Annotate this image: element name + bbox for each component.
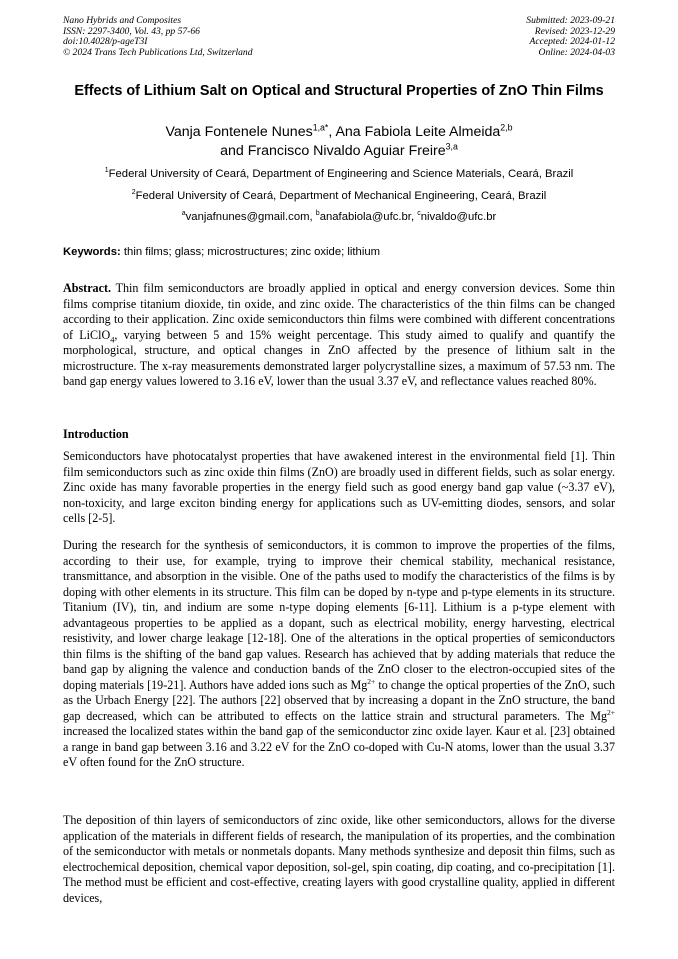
author-emails [63,210,615,224]
affiliation-text: Federal University of Ceará, Department of Engineering and Science Materials, Ceará, Brazil [108,168,574,180]
email-mark: a [181,210,186,218]
author-name: Francisco Nivaldo Aguiar Freire [247,143,446,159]
journal-copyright: © 2024 Trans Tech Publications Ltd, Switzerland [63,46,253,58]
journal-info [63,16,253,58]
email-link[interactable]: nivaldo@ufc.br [420,211,497,223]
paragraph-text: During the research for the synthesis of semiconductors, it is common to improve the properties of the films, according to their use, for example, trying to improve their chemical stability, mechanical resistance, transmittance, and absorption in the visible. One of the paths used to modify the characteristics of the films is by doping with other elements in its structure. This film can be doped by n-type and p-type elements in its structure. Titanium (IV), tin, and indium are some n-type doping elements [6-11]. Lithium is a p-type element with advantageous properties to be applied as a dopant, such as electrical mobility, energy harvesting, electrical resistivity, and lower charge leakage [12-18]. One of the alterations in the optical properties of semiconductors thin films is the shifting of the band gap values. Research has achieved that by adding materials that reduce the band gap by aligning the valence and conduction bands of the ZnO closer to the electron-occupied sites of the doping materials [19-21]. Authors have added ions such as Mg [63,538,615,692]
paragraph-text: to change the optical properties of the ZnO, such as the Urbach Energy [22]. The authors [22] observed that by increasing a dopant in the ZnO structure, the band gap decreased, which can be attributed to effects on the lattice strain and structural parameters. The Mg [63,677,615,723]
paragraph [63,538,615,771]
email-link[interactable]: anafabiola@ufc.br [319,211,411,223]
author-conjunction: and [220,143,248,159]
keywords-label: Keywords: [63,246,121,258]
author-affil-mark: 3,a [445,141,458,152]
author-line-2 [63,142,615,161]
date-submitted: Submitted: 2023-09-21 [526,15,615,26]
email-separator: , [309,211,316,223]
journal-name: Nano Hybrids and Composites [63,15,182,26]
author-name: Vanja Fontenele Nunes [165,124,313,140]
publication-dates [526,16,615,58]
affil-mark: 2 [131,189,136,197]
abstract [63,281,615,390]
ion-charge: 2+ [367,676,376,686]
date-online: Online: 2024-04-03 [538,46,615,58]
journal-issn: ISSN: 2297-3400, Vol. 43, pp 57-66 [63,25,200,37]
chemical-subscript: 4 [110,333,115,344]
abstract-text: Thin film semiconductors are broadly applied in optical and energy conversion devices. Some thin films comprise titanium dioxide, tin oxide, and zinc oxide. The characteristics of the thin films can be changed according to their application. Zinc oxide semiconductors thin films were combined with different concentrations of LiClO [63,281,615,342]
author-name: Ana Fabiola Leite Almeida [335,124,501,140]
paragraph-text: increased the localized states within the band gap of the semiconductor zinc oxide layer. Kaur et al. [23] obtained a range in band gap between 3.16 and 3.22 eV for the ZnO co-doped with Cu-N atoms, lower than the usual 3.37 eV often found for the ZnO structure. [63,724,615,769]
keywords [63,245,615,259]
abstract-label: Abstract. [63,281,112,295]
author-affil-mark: 2,b [500,122,513,133]
journal-doi: doi:10.4028/p-ageT3I [63,36,148,48]
abstract-text: , varying between 5 and 15% weight percentage. This study aimed to qualify and quantify the morphological, structure, and optical changes in ZnO affected by the presence of lithium salt in the microstructure. The x-ray measurements demonstrated larger polycrystalline sizes, a maximum of 57.53 nm. The band gap energy values lowered to 3.16 eV, lower than the usual 3.37 eV, and reflectance values reached 80%. [63,327,615,388]
affiliation-text: Federal University of Ceará, Department of Mechanical Engineering, Ceará, Brazil [135,190,547,202]
author-line-1 [63,123,615,142]
paragraph: Semiconductors have photocatalyst properties that have awakened interest in the environmental field [1]. Thin film semiconductors such as zinc oxide thin films (ZnO) are broadly used in different fields, such as solar energy. Zinc oxide has many favorable properties in the energy field such as good energy band gap value (~3.37 eV), non-toxicity, and large exciton binding energy for applications such as UV-emitting diodes, sensors, and solar cells [2-5]. [63,449,615,525]
paragraph: The deposition of thin layers of semiconductors of zinc oxide, like other semiconductors, allows for the diverse application of the materials in different fields of research, the manipulation of its properties, and the combination of the semiconductor with metals or nonmetals dopants. Many methods synthesize and deposit thin films, such as electrochemical deposition, chemical vapor deposition, sol-gel, spin coating, dip coating, and co-precipitation [1]. The method must be efficient and cost-effective, creating layers with good crystalline quality, applied in different devices, [63,813,615,905]
email-link[interactable]: vanjafnunes@gmail.com [185,211,310,223]
email-mark: c [417,210,421,218]
author-affil-mark: 1,a* [312,122,329,133]
email-separator: , [410,211,418,223]
ion-charge: 2+ [607,707,615,717]
author-list [63,123,615,161]
affiliation-2 [63,189,615,203]
keywords-text: thin films; glass; microstructures; zinc oxide; lithium [120,246,381,258]
author-separator: , [328,124,336,140]
section-heading-introduction: Introduction [63,427,129,441]
email-mark: b [315,210,320,218]
date-revised: Revised: 2023-12-29 [534,25,615,37]
affiliation-1 [63,167,615,181]
affil-mark: 1 [104,167,109,175]
date-accepted: Accepted: 2024-01-12 [529,36,615,48]
paper-title: Effects of Lithium Salt on Optical and Structural Properties of ZnO Thin Films [74,83,604,99]
